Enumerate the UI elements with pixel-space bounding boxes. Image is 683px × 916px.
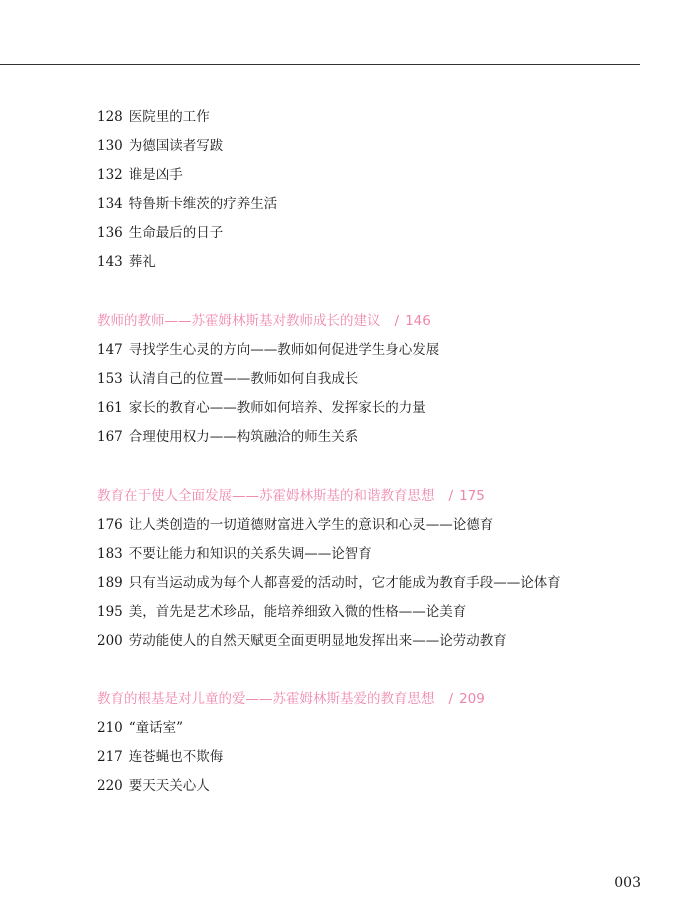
toc-entry[interactable] [97,777,210,795]
toc-entry-title: 要天天关心人 [128,778,210,794]
section-heading-page: 175 [459,488,485,504]
section-heading-title: 教师的教师——苏霍姆林斯基对教师成长的建议 [97,313,381,329]
toc-entry-title: 家长的教育心——教师如何培养、发挥家长的力量 [128,400,426,416]
section-heading-title: 教育的根基是对儿童的爱——苏霍姆林斯基爱的教育思想 [97,691,435,707]
toc-entry-page: 176 [97,517,123,533]
toc-entry-title: 寻找学生心灵的方向——教师如何促进学生身心发展 [128,342,440,358]
toc-entry[interactable] [97,399,426,417]
toc-entry-title: 认清自己的位置——教师如何自我成长 [128,371,359,387]
toc-entry[interactable] [97,166,183,184]
toc-entry-page: 183 [97,546,123,562]
toc-entry[interactable] [97,253,156,271]
section-heading[interactable] [97,690,485,708]
toc-entry-page: 217 [97,749,123,765]
toc-entry-page: 167 [97,429,123,445]
section-heading[interactable] [97,487,485,505]
toc-entry[interactable] [97,632,507,650]
toc-entry-title: “童话室” [128,720,184,736]
toc-entry[interactable] [97,545,372,563]
toc-entry[interactable] [97,748,223,766]
toc-entry[interactable] [97,341,439,359]
toc-entry-page: 195 [97,604,123,620]
toc-entry[interactable] [97,137,223,155]
toc-entry-page: 136 [97,225,123,241]
toc-entry-title: 美，首先是艺术珍品，能培养细致入微的性格——论美育 [128,604,467,620]
toc-entry[interactable] [97,195,277,213]
toc-entry-title: 特鲁斯卡维茨的疗养生活 [128,196,278,212]
header-rule [0,64,640,65]
toc-entry[interactable] [97,428,358,446]
section-heading-page: 146 [405,313,431,329]
toc-entry-page: 161 [97,400,123,416]
toc-entry-title: 医院里的工作 [128,109,210,125]
toc-entry-page: 220 [97,778,123,794]
toc-entry-page: 153 [97,371,123,387]
toc-entry[interactable] [97,224,223,242]
toc-entry-title: 只有当运动成为每个人都喜爱的活动时，它才能成为教育手段——论体育 [128,575,561,591]
section-heading-separator: / [448,488,454,504]
toc-entry-page: 147 [97,342,123,358]
toc-entry-page: 134 [97,196,123,212]
toc-entry-title: 谁是凶手 [128,167,183,183]
toc-entry-title: 葬礼 [128,254,156,270]
toc-entry-title: 连苍蝇也不欺侮 [128,749,224,765]
toc-entry-title: 为德国读者写跋 [128,138,224,154]
toc-entry[interactable] [97,108,210,126]
toc-entry-title: 不要让能力和知识的关系失调——论智育 [128,546,372,562]
toc-entry-page: 143 [97,254,123,270]
toc-entry-title: 让人类创造的一切道德财富进入学生的意识和心灵——论德育 [128,517,494,533]
toc-entry[interactable] [97,370,358,388]
section-heading-title: 教育在于使人全面发展——苏霍姆林斯基的和谐教育思想 [97,488,435,504]
toc-entry-title: 劳动能使人的自然天赋更全面更明显地发挥出来——论劳动教育 [128,633,507,649]
page-number: 003 [614,875,641,891]
toc-entry-page: 210 [97,720,123,736]
toc-entry-page: 189 [97,575,123,591]
section-heading-separator: / [448,691,454,707]
toc-entry-title: 合理使用权力——构筑融洽的师生关系 [128,429,359,445]
section-heading-page: 209 [459,691,485,707]
toc-entry[interactable] [97,603,466,621]
section-heading[interactable] [97,312,431,330]
toc-entry-page: 132 [97,167,123,183]
section-heading-separator: / [394,313,400,329]
toc-entry[interactable] [97,574,561,592]
toc-entry-title: 生命最后的日子 [128,225,224,241]
toc-entry[interactable] [97,719,183,737]
toc-entry-page: 130 [97,138,123,154]
toc-entry[interactable] [97,516,493,534]
toc-entry-page: 128 [97,109,123,125]
toc-entry-page: 200 [97,633,123,649]
